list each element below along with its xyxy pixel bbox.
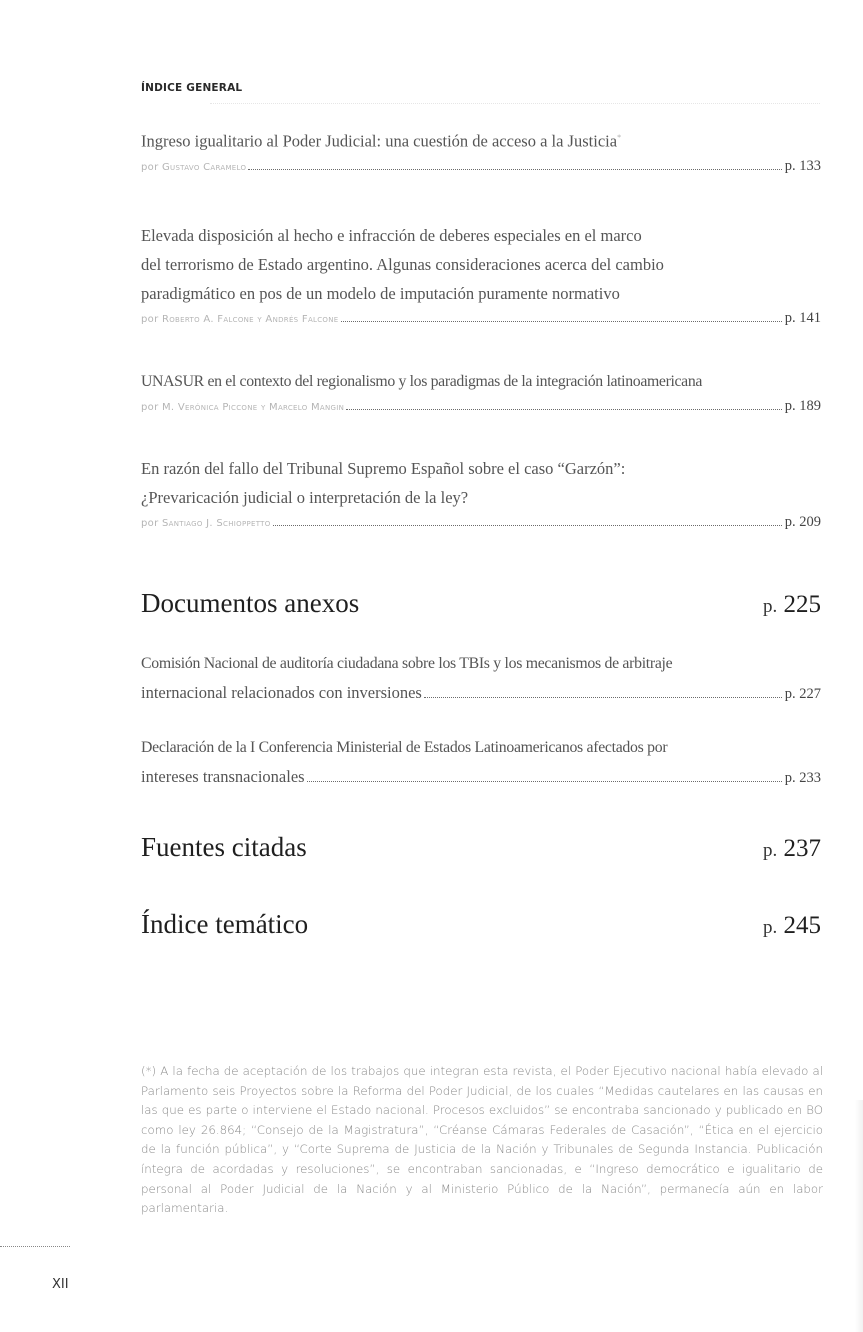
entry-title-line: En razón del fallo del Tribunal Supremo Español sobre el caso “Garzón”: <box>141 459 626 478</box>
page-ref: p. 133 <box>784 157 821 174</box>
entry-title-text: Ingreso igualitario al Poder Judicial: una cuestión de acceso a la Justicia <box>141 131 618 151</box>
entry-title <box>141 123 821 156</box>
byline <box>141 514 821 531</box>
header-rule <box>210 103 820 104</box>
author: por Gustavo Caramelo <box>141 161 247 173</box>
footnote: (*) A la fecha de aceptación de los trabajos que integran esta revista, el Poder Ejecutivo nacional había elevado al Parlamento seis Proyectos sobre la Reforma del Poder Judicial, de los cuales “Medidas cautelares en las causas en las que es parte o interviene el Estado nacional. Procesos excluidos” se encontraba sancionado y publicado en BO como ley 26.864; “Consejo de la Magistratura”, “Créanse Cámaras Federales de Casación”, “Ética en el ejercicio de la función pública”, y “Corte Suprema de Justicia de la Nación y Tribunales de Segunda Instancia. Publicación íntegra de acordadas y resoluciones”, se encontraban sancionadas, e “Ingreso democrático e igualitario de personal al Poder Judicial de la Nación y al Ministerio Público de la Nación”, permanecía aún en labor parlamentaria. <box>141 1064 823 1216</box>
running-head: ÍNDICE GENERAL <box>141 82 243 94</box>
page-ref: p. 227 <box>784 686 821 702</box>
dot-leader <box>248 168 781 170</box>
page-ref: p. 233 <box>784 770 821 786</box>
dot-leader <box>341 320 782 322</box>
toc-entry[interactable] <box>141 221 821 327</box>
page-ref: p. 189 <box>784 398 821 414</box>
author: por Santiago J. Schioppetto <box>141 518 271 529</box>
toc-entry-document[interactable] <box>141 649 821 709</box>
dot-leader <box>273 524 782 526</box>
page-number: XII <box>52 1277 69 1292</box>
section-documentos-anexos[interactable] <box>141 588 821 619</box>
page-ref: p. 141 <box>784 310 821 326</box>
author: por M. Verónica Piccone y Marcelo Mangin <box>141 402 345 413</box>
dot-leader <box>424 696 782 698</box>
toc-entry[interactable] <box>141 367 821 415</box>
entry-title-line: del terrorismo de Estado argentino. Algunas consideraciones acerca del cambio <box>141 255 664 274</box>
entry-title-line: paradigmático en pos de un modelo de imputación puramente normativo <box>141 284 620 303</box>
margin-dot-rule <box>0 1246 70 1247</box>
byline <box>141 310 821 327</box>
entry-title-line: Declaración de la I Conferencia Ministerial de Estados Latinoamericanos afectados por <box>141 739 668 756</box>
section-title: Fuentes citadas <box>141 832 307 862</box>
dot-leader <box>346 408 782 410</box>
entry-title-line: intereses transnacionales p. 233 <box>141 762 821 793</box>
section-title: Índice temático <box>141 909 309 939</box>
byline <box>141 398 821 415</box>
entry-title: UNASUR en el contexto del regionalismo y los paradigmas de la integración latinoamericana <box>141 373 703 390</box>
entry-title-line: Comisión Nacional de auditoría ciudadana sobre los TBIs y los mecanismos de arbitraje <box>141 655 673 672</box>
section-title: Documentos anexos <box>141 588 360 618</box>
section-fuentes-citadas[interactable] <box>141 832 821 863</box>
toc-entry[interactable] <box>141 454 821 531</box>
toc-entry-document[interactable] <box>141 733 821 793</box>
dot-leader <box>307 780 782 782</box>
entry-title-line: internacional relacionados con inversiones p. 227 <box>141 678 821 709</box>
footnote-mark: * <box>617 133 622 142</box>
entry-title-line: ¿Prevaricación judicial o interpretación de la ley? <box>141 488 469 507</box>
toc-entry[interactable] <box>141 123 821 175</box>
section-indice-tematico[interactable] <box>141 909 821 940</box>
page-edge <box>855 1100 863 1332</box>
section-page: p. 225 <box>763 591 821 618</box>
author: por Roberto A. Falcone y Andrés Falcone <box>141 314 339 325</box>
section-page: p. 237 <box>763 835 821 862</box>
section-page: p. 245 <box>763 912 821 939</box>
entry-title-line: Elevada disposición al hecho e infracción de deberes especiales en el marco <box>141 226 642 245</box>
byline <box>141 158 821 175</box>
page-ref: p. 209 <box>784 514 821 530</box>
